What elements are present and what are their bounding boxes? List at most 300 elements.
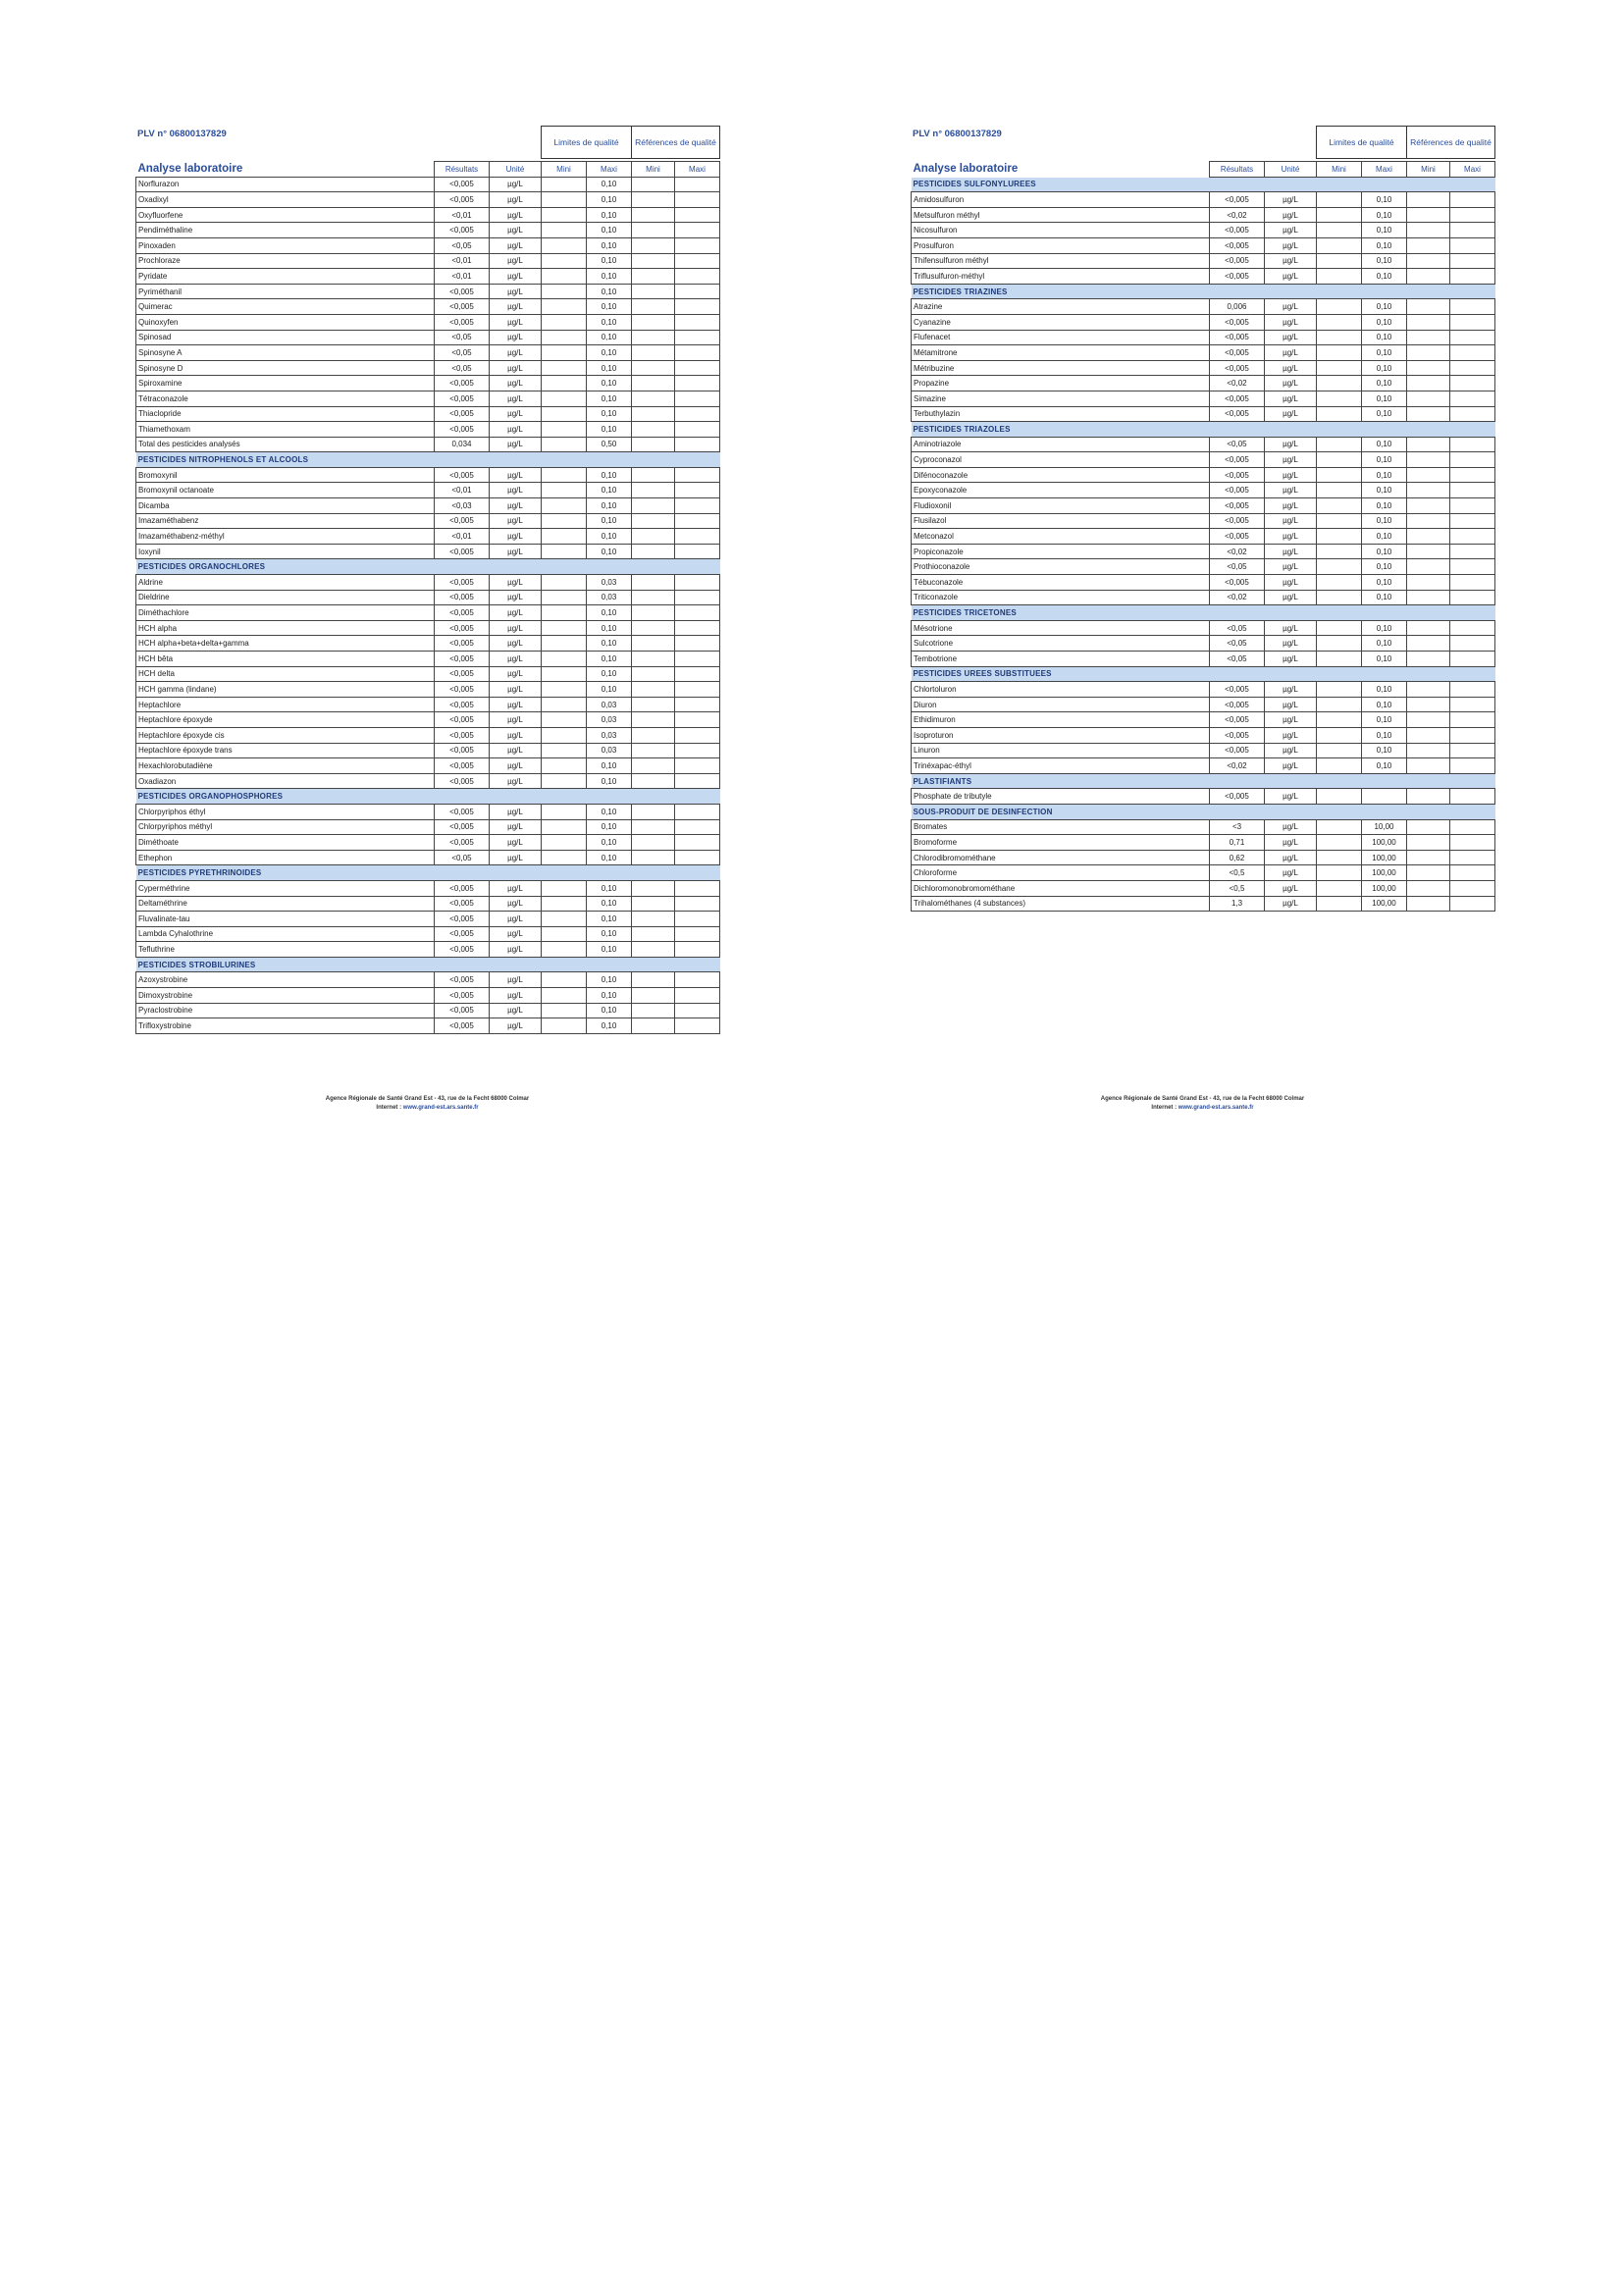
result-value: <0,01: [435, 529, 490, 545]
table-row: [136, 345, 720, 361]
param-name: Triticonazole: [912, 590, 1210, 605]
ref-mini: [1407, 237, 1450, 253]
unit: µg/L: [490, 835, 542, 851]
table-row: [912, 896, 1495, 912]
result-value: <0,005: [1210, 483, 1265, 498]
unit: µg/L: [1265, 223, 1317, 238]
limit-maxi: 0,10: [587, 299, 632, 315]
ref-maxi: [675, 177, 720, 192]
limit-maxi: 0,10: [587, 544, 632, 559]
limit-maxi: 0,10: [587, 237, 632, 253]
limit-mini: [542, 697, 587, 712]
result-value: <0,005: [1210, 697, 1265, 712]
unit: µg/L: [490, 758, 542, 774]
col-results: Résultats: [435, 162, 490, 178]
param-name: Heptachlore époxyde trans: [136, 743, 435, 758]
param-name: Sulcotrione: [912, 636, 1210, 652]
limit-mini: [1317, 636, 1362, 652]
ref-mini: [632, 345, 675, 361]
ref-mini: [632, 391, 675, 406]
limit-maxi: 0,10: [1362, 559, 1407, 575]
param-name: Chlorodibromométhane: [912, 850, 1210, 865]
ref-mini: [632, 682, 675, 698]
ref-mini: [632, 972, 675, 988]
limit-mini: [1317, 850, 1362, 865]
limit-maxi: 0,10: [1362, 498, 1407, 514]
category-row: [912, 804, 1495, 819]
param-name: Pinoxaden: [136, 237, 435, 253]
limit-mini: [542, 269, 587, 285]
result-value: <0,02: [1210, 376, 1265, 391]
table-row: [912, 682, 1495, 698]
table-row: [912, 406, 1495, 422]
ref-mini: [632, 483, 675, 498]
ref-maxi: [675, 896, 720, 912]
ref-mini: [632, 529, 675, 545]
ref-maxi: [675, 652, 720, 667]
limit-maxi: 0,03: [587, 743, 632, 758]
unit: µg/L: [490, 529, 542, 545]
unit: µg/L: [490, 942, 542, 958]
table-row: [912, 467, 1495, 483]
col-limit-maxi: Maxi: [1362, 162, 1407, 178]
result-value: <0,05: [435, 850, 490, 865]
unit: µg/L: [490, 605, 542, 621]
result-value: <0,005: [1210, 529, 1265, 545]
unit: µg/L: [490, 253, 542, 269]
limit-mini: [542, 926, 587, 942]
param-name: Bromoxynil octanoate: [136, 483, 435, 498]
unit: µg/L: [1265, 483, 1317, 498]
plv-number: PLV n° 06800137829: [137, 129, 227, 139]
footer-address: Agence Régionale de Santé Grand Est - 43, rue de la Fecht 68000 Colmar: [1100, 1096, 1305, 1102]
limit-maxi: 0,10: [1362, 712, 1407, 728]
limit-mini: [542, 529, 587, 545]
result-value: 0,034: [435, 437, 490, 452]
param-name: Imazaméthabenz-méthyl: [136, 529, 435, 545]
param-name: Nicosulfuron: [912, 223, 1210, 238]
unit: µg/L: [490, 912, 542, 927]
table-row: [136, 942, 720, 958]
result-value: <0,005: [435, 177, 490, 192]
ref-maxi: [1450, 498, 1495, 514]
ref-mini: [632, 697, 675, 712]
col-ref-mini: Mini: [632, 162, 675, 178]
table-row: [912, 544, 1495, 559]
unit: µg/L: [490, 467, 542, 483]
table-row: [912, 636, 1495, 652]
limit-mini: [542, 1018, 587, 1034]
param-name: Triflusulfuron-méthyl: [912, 269, 1210, 285]
unit: µg/L: [1265, 712, 1317, 728]
ref-mini: [1407, 789, 1450, 805]
param-name: Deltaméthrine: [136, 896, 435, 912]
limit-mini: [542, 223, 587, 238]
category-label: PESTICIDES STROBILURINES: [136, 957, 720, 972]
references-header: Références de qualité: [1406, 126, 1495, 159]
ref-maxi: [675, 850, 720, 865]
param-name: Spiroxamine: [136, 376, 435, 391]
category-row: [912, 177, 1495, 192]
result-value: <0,02: [1210, 544, 1265, 559]
ref-maxi: [675, 237, 720, 253]
limit-maxi: 0,10: [1362, 223, 1407, 238]
table-row: [912, 376, 1495, 391]
unit: µg/L: [490, 391, 542, 406]
table-row: [136, 269, 720, 285]
param-name: Pyraclostrobine: [136, 1003, 435, 1018]
ref-maxi: [1450, 727, 1495, 743]
limit-maxi: 0,10: [587, 360, 632, 376]
unit: µg/L: [1265, 896, 1317, 912]
ref-mini: [1407, 575, 1450, 591]
result-value: 0,62: [1210, 850, 1265, 865]
category-label: PESTICIDES SULFONYLUREES: [912, 177, 1495, 192]
ref-mini: [632, 269, 675, 285]
unit: µg/L: [1265, 620, 1317, 636]
table-row: [136, 636, 720, 652]
param-name: Cyanazine: [912, 314, 1210, 330]
table-row: [136, 207, 720, 223]
table-row: [912, 391, 1495, 406]
ref-maxi: [1450, 207, 1495, 223]
unit: µg/L: [490, 636, 542, 652]
param-name: Diméthoate: [136, 835, 435, 851]
limit-mini: [542, 284, 587, 299]
unit: µg/L: [490, 299, 542, 315]
limit-mini: [1317, 483, 1362, 498]
table-row: [912, 192, 1495, 208]
footer-url[interactable]: www.grand-est.ars.sante.fr: [1178, 1105, 1254, 1111]
ref-maxi: [675, 697, 720, 712]
unit: µg/L: [1265, 880, 1317, 896]
limit-mini: [542, 345, 587, 361]
limit-maxi: 0,03: [587, 712, 632, 728]
table-row: [912, 452, 1495, 468]
ref-mini: [1407, 437, 1450, 452]
ref-maxi: [1450, 529, 1495, 545]
ref-maxi: [1450, 743, 1495, 758]
ref-maxi: [675, 223, 720, 238]
result-value: <0,005: [435, 712, 490, 728]
limit-maxi: 0,03: [587, 590, 632, 605]
result-value: <0,01: [435, 269, 490, 285]
limit-mini: [1317, 345, 1362, 361]
limit-maxi: 0,10: [587, 223, 632, 238]
report-page-right: [911, 126, 1494, 912]
ref-mini: [1407, 865, 1450, 881]
limit-mini: [542, 1003, 587, 1018]
ref-mini: [632, 835, 675, 851]
table-row: [136, 682, 720, 698]
ref-maxi: [1450, 559, 1495, 575]
result-value: <0,02: [1210, 207, 1265, 223]
result-value: <0,005: [435, 314, 490, 330]
unit: µg/L: [490, 773, 542, 789]
ref-maxi: [1450, 360, 1495, 376]
ref-mini: [632, 284, 675, 299]
ref-mini: [632, 926, 675, 942]
limit-mini: [542, 605, 587, 621]
unit: µg/L: [1265, 513, 1317, 529]
ref-maxi: [675, 590, 720, 605]
ref-mini: [632, 912, 675, 927]
param-name: Atrazine: [912, 299, 1210, 315]
result-value: <0,005: [1210, 406, 1265, 422]
ref-maxi: [675, 467, 720, 483]
result-value: <0,05: [1210, 652, 1265, 667]
result-value: <0,5: [1210, 880, 1265, 896]
limit-maxi: 100,00: [1362, 880, 1407, 896]
limit-mini: [542, 743, 587, 758]
ref-mini: [1407, 758, 1450, 774]
analysis-table: [911, 161, 1495, 912]
table-row: [912, 575, 1495, 591]
col-results: Résultats: [1210, 162, 1265, 178]
limit-maxi: 0,10: [587, 269, 632, 285]
param-name: Difénoconazole: [912, 467, 1210, 483]
limit-maxi: 0,10: [587, 207, 632, 223]
limit-maxi: 0,10: [587, 620, 632, 636]
param-name: Heptachlore époxyde cis: [136, 727, 435, 743]
ref-maxi: [1450, 314, 1495, 330]
unit: µg/L: [1265, 192, 1317, 208]
ref-maxi: [1450, 697, 1495, 712]
category-label: PESTICIDES TRIAZINES: [912, 284, 1495, 299]
ref-mini: [632, 575, 675, 591]
unit: µg/L: [1265, 652, 1317, 667]
limit-maxi: [1362, 789, 1407, 805]
limit-maxi: 0,10: [587, 896, 632, 912]
ref-mini: [632, 406, 675, 422]
table-row: [912, 850, 1495, 865]
category-row: [136, 452, 720, 468]
table-row: [912, 360, 1495, 376]
limit-mini: [542, 177, 587, 192]
category-row: [912, 666, 1495, 682]
limit-mini: [542, 498, 587, 514]
limit-maxi: 0,10: [587, 406, 632, 422]
param-name: Chloroforme: [912, 865, 1210, 881]
table-row: [912, 513, 1495, 529]
limit-mini: [542, 682, 587, 698]
param-name: Dimoxystrobine: [136, 988, 435, 1004]
ref-maxi: [1450, 544, 1495, 559]
unit: µg/L: [490, 590, 542, 605]
limit-mini: [542, 590, 587, 605]
limit-mini: [542, 712, 587, 728]
unit: µg/L: [1265, 682, 1317, 698]
limit-maxi: 0,10: [1362, 314, 1407, 330]
limit-mini: [1317, 697, 1362, 712]
limit-mini: [542, 636, 587, 652]
param-name: Fludioxonil: [912, 498, 1210, 514]
limit-maxi: 0,10: [1362, 253, 1407, 269]
ref-maxi: [675, 1003, 720, 1018]
param-name: Oxadiazon: [136, 773, 435, 789]
ref-maxi: [1450, 620, 1495, 636]
table-row: [136, 896, 720, 912]
ref-mini: [632, 299, 675, 315]
table-row: [136, 406, 720, 422]
table-row: [136, 880, 720, 896]
result-value: <0,005: [435, 666, 490, 682]
ref-maxi: [675, 513, 720, 529]
ref-mini: [1407, 207, 1450, 223]
ref-mini: [1407, 192, 1450, 208]
limit-maxi: 0,10: [587, 636, 632, 652]
table-row: [912, 559, 1495, 575]
ref-maxi: [1450, 636, 1495, 652]
param-name: Thiaclopride: [136, 406, 435, 422]
ref-maxi: [675, 360, 720, 376]
unit: µg/L: [490, 880, 542, 896]
ref-mini: [632, 988, 675, 1004]
table-row: [912, 620, 1495, 636]
param-name: HCH bêta: [136, 652, 435, 667]
ref-maxi: [675, 682, 720, 698]
result-value: <0,005: [1210, 467, 1265, 483]
limit-maxi: 0,10: [587, 912, 632, 927]
ref-mini: [632, 253, 675, 269]
limit-mini: [542, 575, 587, 591]
result-value: <0,005: [435, 513, 490, 529]
unit: µg/L: [1265, 575, 1317, 591]
ref-mini: [1407, 513, 1450, 529]
param-name: Isoproturon: [912, 727, 1210, 743]
result-value: <0,005: [435, 1003, 490, 1018]
page-footer: [135, 1095, 719, 1113]
result-value: <0,005: [1210, 513, 1265, 529]
unit: µg/L: [490, 804, 542, 819]
ref-maxi: [1450, 880, 1495, 896]
ref-mini: [1407, 850, 1450, 865]
limit-maxi: 0,10: [587, 284, 632, 299]
ref-maxi: [1450, 406, 1495, 422]
limit-mini: [542, 620, 587, 636]
limit-mini: [1317, 207, 1362, 223]
ref-maxi: [675, 880, 720, 896]
table-row: [912, 835, 1495, 851]
category-row: [912, 605, 1495, 621]
param-name: Cyproconazol: [912, 452, 1210, 468]
category-row: [136, 559, 720, 575]
result-value: <0,005: [1210, 727, 1265, 743]
ref-maxi: [1450, 513, 1495, 529]
result-value: <0,005: [435, 544, 490, 559]
limit-maxi: 0,10: [587, 804, 632, 819]
ref-maxi: [1450, 391, 1495, 406]
table-row: [136, 988, 720, 1004]
col-ref-maxi: Maxi: [1450, 162, 1495, 178]
param-name: Heptachlore: [136, 697, 435, 712]
ref-maxi: [675, 620, 720, 636]
limit-mini: [1317, 590, 1362, 605]
unit: µg/L: [490, 682, 542, 698]
result-value: <0,005: [1210, 192, 1265, 208]
ref-maxi: [1450, 452, 1495, 468]
result-value: <0,01: [435, 207, 490, 223]
result-value: <0,005: [435, 773, 490, 789]
table-row: [912, 498, 1495, 514]
unit: µg/L: [1265, 467, 1317, 483]
unit: µg/L: [1265, 345, 1317, 361]
limit-mini: [1317, 652, 1362, 667]
ref-mini: [1407, 896, 1450, 912]
ref-maxi: [675, 743, 720, 758]
param-name: HCH gamma (lindane): [136, 682, 435, 698]
result-value: <0,005: [435, 819, 490, 835]
ref-maxi: [1450, 896, 1495, 912]
limit-maxi: 0,10: [587, 1003, 632, 1018]
ref-maxi: [675, 942, 720, 958]
result-value: <0,005: [435, 620, 490, 636]
result-value: <0,005: [435, 575, 490, 591]
param-name: Heptachlore époxyde: [136, 712, 435, 728]
limit-mini: [1317, 376, 1362, 391]
param-name: Diuron: [912, 697, 1210, 712]
unit: µg/L: [490, 237, 542, 253]
ref-mini: [632, 942, 675, 958]
result-value: <0,005: [435, 988, 490, 1004]
table-row: [136, 972, 720, 988]
ref-mini: [1407, 529, 1450, 545]
unit: µg/L: [490, 330, 542, 345]
result-value: <0,05: [435, 237, 490, 253]
result-value: <0,005: [435, 192, 490, 208]
unit: µg/L: [490, 498, 542, 514]
footer-url[interactable]: www.grand-est.ars.sante.fr: [402, 1105, 479, 1111]
ref-mini: [632, 544, 675, 559]
column-header-row: [136, 162, 720, 178]
param-name: Prochloraze: [136, 253, 435, 269]
param-name: Terbuthylazin: [912, 406, 1210, 422]
unit: µg/L: [1265, 452, 1317, 468]
table-row: [912, 299, 1495, 315]
result-value: <3: [1210, 819, 1265, 835]
table-row: [136, 237, 720, 253]
result-value: <0,005: [435, 912, 490, 927]
unit: µg/L: [1265, 559, 1317, 575]
result-value: <0,005: [435, 835, 490, 851]
category-label: PESTICIDES PYRETHRINOIDES: [136, 865, 720, 881]
param-name: Diméthachlore: [136, 605, 435, 621]
unit: µg/L: [490, 575, 542, 591]
limit-maxi: 0,10: [1362, 513, 1407, 529]
limit-maxi: 0,10: [587, 253, 632, 269]
limit-mini: [542, 207, 587, 223]
ref-maxi: [1450, 237, 1495, 253]
table-row: [136, 360, 720, 376]
limit-maxi: 0,10: [1362, 652, 1407, 667]
limit-mini: [542, 972, 587, 988]
table-row: [136, 926, 720, 942]
limit-mini: [542, 314, 587, 330]
unit: µg/L: [490, 360, 542, 376]
ref-mini: [632, 437, 675, 452]
result-value: <0,005: [435, 376, 490, 391]
limit-mini: [1317, 237, 1362, 253]
param-name: Tébuconazole: [912, 575, 1210, 591]
limit-mini: [1317, 559, 1362, 575]
param-name: Metsulfuron méthyl: [912, 207, 1210, 223]
result-value: <0,005: [1210, 345, 1265, 361]
table-row: [136, 605, 720, 621]
ref-maxi: [1450, 192, 1495, 208]
ref-maxi: [675, 314, 720, 330]
category-row: [912, 773, 1495, 789]
table-row: [912, 819, 1495, 835]
